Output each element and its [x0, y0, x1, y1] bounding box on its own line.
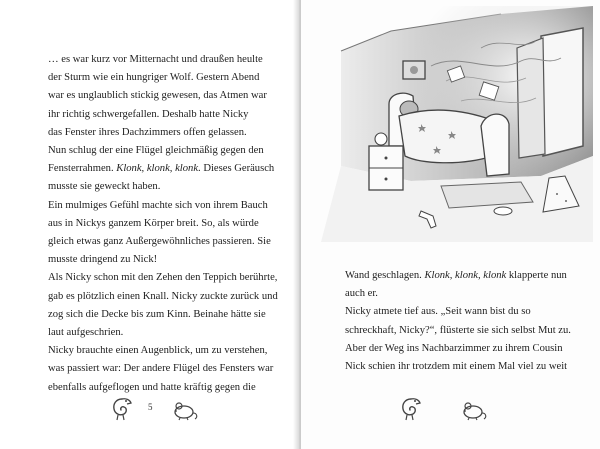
text-line: gab es plötzlich einen Knall. Nicky zuckte zurück und [48, 290, 278, 302]
left-page [0, 0, 298, 449]
text-line: der Sturm wie ein hungriger Wolf. Gestern Abend [48, 72, 260, 84]
text-line: Ein mulmiges Gefühl machte sich von ihrem Bauch [48, 199, 268, 211]
mouse-icon [459, 400, 489, 422]
text-line: Wand geschlagen. Klonk, klonk, klonk klapperte nun [345, 270, 567, 281]
text-line: was passiert war: Der andere Flügel des Fensters war [48, 363, 274, 375]
bedroom-storm-illustration [321, 6, 593, 242]
text-line: ebenfalls aufgeflogen und hatte kräftig gegen die [48, 381, 256, 393]
text-line: Aber der Weg ins Nachbarzimmer zu ihrem Cousin [345, 342, 563, 354]
page-footer-right [399, 395, 519, 425]
text-line: das Fenster ihres Dachzimmers offen gelassen. [48, 126, 247, 138]
text-line: schreckhaft, Nicky?“, flüsterte sie sich selbst Mut zu. [345, 324, 571, 336]
text-line: musste sie geweckt haben. [48, 181, 161, 193]
text-line: auch er. [345, 288, 378, 300]
right-page-text [345, 267, 571, 376]
text-line: … es war kurz vor Mitternacht und draußen heulte [48, 54, 263, 65]
left-page-text [48, 51, 278, 397]
text-line: Als Nicky schon mit den Zehen den Teppich berührte, [48, 272, 278, 284]
chameleon-icon [399, 395, 425, 423]
text-line: musste dringend zu Nick! [48, 254, 158, 266]
mouse-icon [170, 400, 200, 422]
page-footer-left [110, 395, 230, 425]
text-line: Nicky brauchte einen Augenblick, um zu verstehen, [48, 345, 268, 357]
text-line: Nicky atmete tief aus. „Seit wann bist du so [345, 306, 531, 318]
text-line: Nun schlug der eine Flügel gleichmäßig gegen den [48, 145, 264, 157]
text-line: aus in Nickys ganzem Körper breit. So, als würde [48, 217, 259, 229]
right-page [301, 0, 600, 449]
text-line: Fensterrahmen. Klonk, klonk, klonk. Dieses Geräusch [48, 163, 275, 175]
page-number: 5 [148, 402, 153, 412]
chameleon-icon [110, 395, 136, 423]
text-line: gleich etwas ganz Außergewöhnliches passieren. Sie [48, 236, 271, 248]
text-line: laut aufgeschrien. [48, 327, 124, 339]
text-line: war es unglaublich stickig gewesen, das Atmen war [48, 90, 267, 102]
text-line: Nick schien ihr trotzdem mit einem Mal viel zu weit [345, 361, 568, 373]
text-line: ihr richtig schwergefallen. Deshalb hatte Nicky [48, 108, 249, 120]
text-line: zog sich die Decke bis zum Kinn. Beinahe hätte sie [48, 308, 266, 320]
